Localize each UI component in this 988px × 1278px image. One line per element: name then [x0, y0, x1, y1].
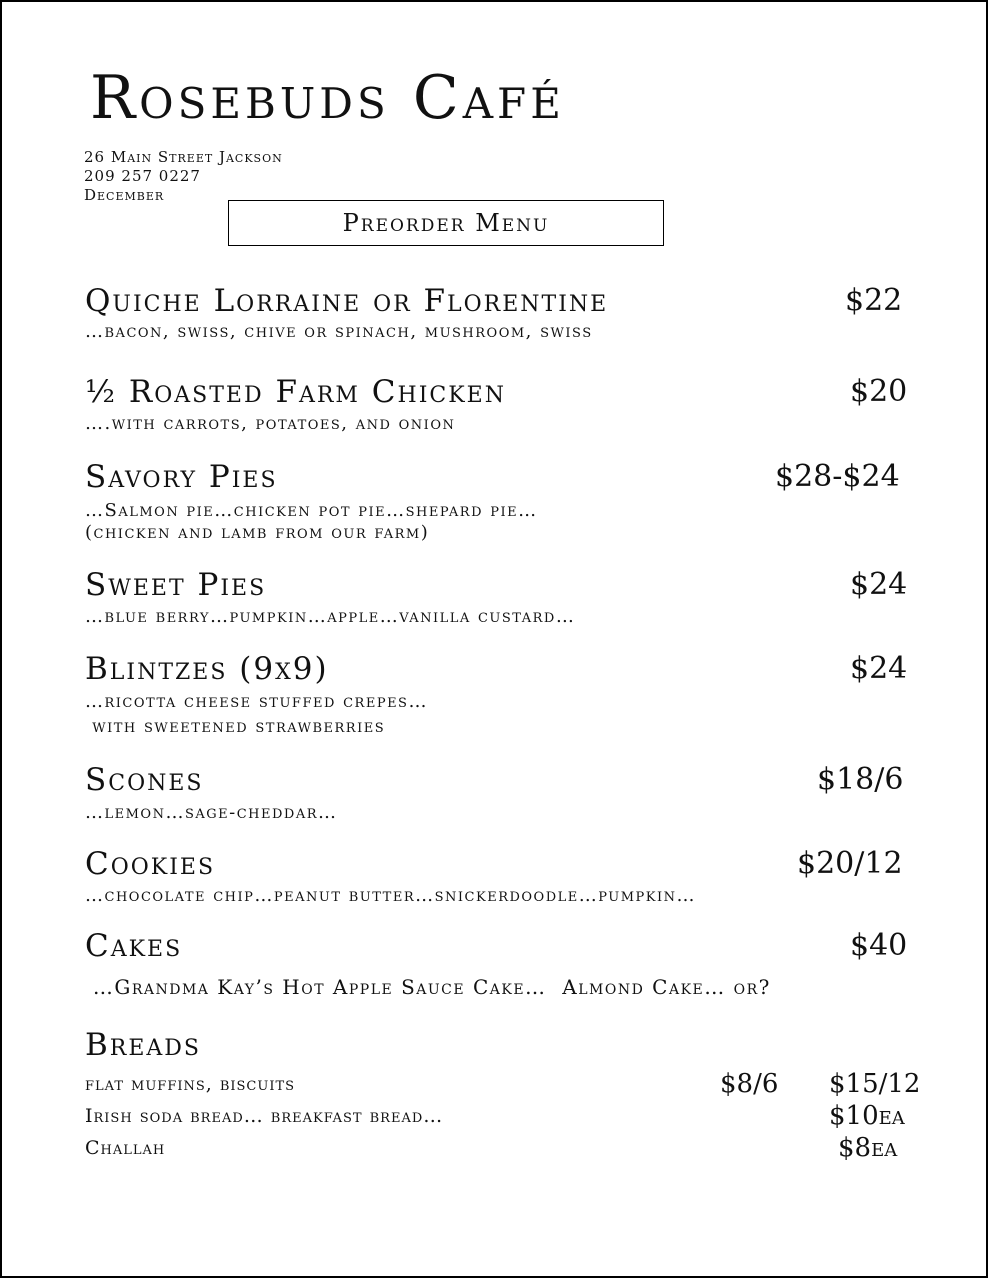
- bread-name: Irish soda bread… breakfast bread…: [85, 1105, 444, 1127]
- bread-price-small: $8/6: [720, 1069, 779, 1099]
- cafe-title: Rosebuds Café: [90, 63, 565, 133]
- menu-item-description: …ricotta cheese stuffed crepes…: [85, 691, 428, 712]
- menu-item-description: …Grandma Kay’s Hot Apple Sauce Cake… Almond Cake… or?: [85, 975, 771, 999]
- bread-price-each: $10ea: [829, 1101, 905, 1131]
- cafe-phone: 209 257 0227: [84, 167, 201, 185]
- menu-item-description-note: with sweetened strawberries: [85, 716, 386, 737]
- menu-item-description-note: (chicken and lamb from our farm): [85, 522, 430, 543]
- menu-item-price: $24: [850, 567, 908, 602]
- menu-item-name: Sweet Pies: [85, 567, 267, 603]
- menu-item-description: …Salmon pie…chicken pot pie…shepard pie…: [85, 500, 538, 521]
- menu-month: December: [84, 186, 165, 204]
- menu-item-description: …lemon…sage-cheddar…: [85, 802, 338, 823]
- menu-item-name: Cookies: [85, 846, 216, 882]
- bread-row-challah: [85, 1133, 915, 1163]
- menu-item-price: $20/12: [797, 846, 903, 881]
- menu-item-price: $20: [850, 374, 908, 409]
- menu-item-name: Quiche Lorraine or Florentine: [85, 283, 609, 319]
- bread-price-each: $8ea: [838, 1133, 898, 1163]
- cafe-contact: [84, 148, 283, 205]
- menu-item-price: $40: [850, 928, 908, 963]
- menu-item-price: $24: [850, 651, 908, 686]
- menu-item-description: …blue berry…pumpkin…apple…vanilla custard…: [85, 606, 576, 627]
- bread-price-large: $15/12: [829, 1069, 921, 1099]
- menu-item-name: Scones: [85, 762, 204, 798]
- menu-item-name: Cakes: [85, 928, 183, 964]
- menu-item-name: Savory Pies: [85, 459, 278, 495]
- bread-name: flat muffins, biscuits: [85, 1073, 296, 1095]
- menu-item-description: …bacon, swiss, chive or spinach, mushroom, swiss: [85, 321, 593, 342]
- breads-title: Breads: [85, 1027, 202, 1063]
- cafe-address: 26 Main Street Jackson: [84, 148, 283, 166]
- bread-name: Challah: [85, 1137, 166, 1159]
- menu-item-description: …chocolate chip…peanut butter…snickerdoodle…pumpkin…: [85, 885, 697, 906]
- menu-item-price: $28-$24: [775, 459, 900, 494]
- preorder-menu-label: Preorder Menu: [228, 200, 664, 246]
- bread-row-muffins: [85, 1069, 921, 1099]
- menu-item-price: $18/6: [817, 762, 904, 797]
- menu-item-name: ½ Roasted Farm Chicken: [85, 374, 506, 410]
- menu-item-price: $22: [845, 283, 903, 318]
- menu-item-name: Blintzes (9x9): [85, 651, 329, 687]
- menu-item-description: ….with carrots, potatoes, and onion: [85, 413, 456, 434]
- bread-row-soda-bread: [85, 1101, 915, 1131]
